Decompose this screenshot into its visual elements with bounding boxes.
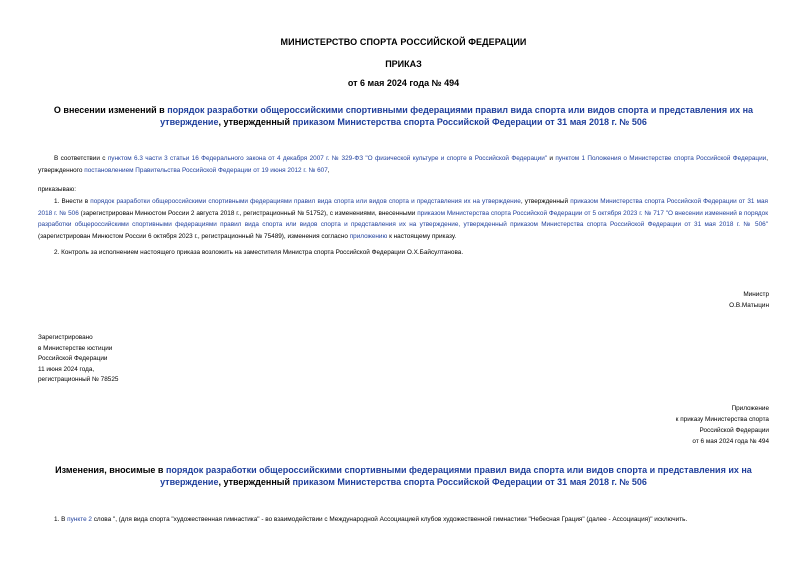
item1-order-717-link[interactable]: приказом Министерства спорта Российской Федерации от 5 октября 2023 г. № 717 "О внесении изменений в порядок разработки общероссийскими спортивными федерациями правил вида спорта или видов спорта и представления их на утверждение, утвержденный приказом Министерства спорта Российской Федерации от 31 мая 2018 г. № 506" [38, 209, 768, 228]
doc-type-heading: ПРИКАЗ [385, 59, 422, 69]
order-word: приказываю: [38, 186, 76, 193]
title-link-order-506[interactable]: приказом Министерства спорта Российской Федерации от 31 мая 2018 г. № 506 [292, 117, 647, 127]
registration-line: регистрационный № 78525 [38, 376, 119, 383]
government-decree-link[interactable]: постановлением Правительства Российской Федерации от 19 июня 2012 г. № 607 [84, 166, 328, 174]
appendix-line: от 6 мая 2024 года № 494 [692, 438, 769, 445]
appendix-line: Приложение [731, 405, 769, 412]
title-link-procedure[interactable]: порядок разработки общероссийскими спортивными федерациями правил вида спорта или видов спорта и представления их на утверждение [160, 105, 754, 127]
registration-block [38, 333, 118, 386]
changes-title-order-506-link[interactable]: приказом Министерства спорта Российской Федерации от 31 мая 2018 г. № 506 [292, 477, 647, 487]
changes-title-procedure-link[interactable]: порядок разработки общероссийскими спортивными федерациями правил вида спорта или видов спорта и представления их на утверждение [160, 465, 752, 487]
appendix-block [676, 403, 769, 447]
registration-line: Российской Федерации [38, 355, 108, 362]
item-2-paragraph: 2. Контроль за исполнением настоящего приказа возложить на заместителя Министра спорта Российской Федерации О.Х.Байсултанова. [54, 249, 464, 256]
item1-procedure-link[interactable]: порядок разработки общероссийскими спортивными федерациями правил вида спорта или видов спорта и представления их на утверждение [90, 198, 521, 205]
preamble-paragraph: В соответствии с пунктом 6.3 части 3 статьи 16 Федерального закона от 4 декабря 2007 г. № 329-ФЗ "О физической культуре и спорте в Российской Федерации" и пунктом 1 Положения о Министерстве спорта Российской Федерации, утвержденного постановлением Правительства Российской Федерации от 19 июня 2012 г. № 607, [38, 155, 768, 174]
order-date-number: от 6 мая 2024 года № 494 [347, 78, 460, 88]
item-1-paragraph: 1. Внести в порядок разработки общероссийскими спортивными федерациями правил вида спорта или видов спорта и представления их на утверждение, утвержденный приказом Министерства спорта Российской Федерации от 31 мая 2018 г. № 506 (зарегистрирован Минюстом России 2 августа 2018 г., регистрационный № 51752), с изменениями, внесенными приказом Министерства спорта Российской Федерации от 5 октября 2023 г. № 717 "О внесении изменений в порядок разработки общероссийскими спортивными федерациями правил вида спорта или видов спорта и представления их на утверждение, утвержденный приказом Министерства спорта Российской Федерации от 31 мая 2018 г. № 506" (зарегистрирован Минюстом России 6 октября 2023 г., регистрационный № 75489), изменения согласно приложению к настоящему приказу. [38, 198, 768, 240]
registration-line: в Министерстве юстиции [38, 344, 113, 352]
ministry-heading: МИНИСТЕРСТВО СПОРТА РОССИЙСКОЙ ФЕДЕРАЦИИ [280, 37, 527, 47]
regulation-link[interactable]: пунктом 1 Положения о Министерстве спорта Российской Федерации [555, 155, 767, 162]
appendix-line: к приказу Министерства спорта [675, 416, 769, 423]
registration-line: 11 июня 2024 года, [38, 365, 95, 373]
change-1-paragraph: 1. В пункте 2 слова ", (для вида спорта "художественная гимнастика" - во взаимодействии с Международной Ассоциацией клубов художественной гимнастики "Небесная Грация" (далее - Ассоциация)" исключить. [54, 516, 688, 523]
signature-position: Министр [743, 291, 769, 298]
appendix-line: Российской Федерации [699, 427, 769, 434]
law-link[interactable]: пунктом 6.3 части 3 статьи 16 Федерального закона от 4 декабря 2007 г. № 329-ФЗ "О физической культуре и спорте в Российской Федерации" [107, 155, 548, 162]
order-title: О внесении изменений в порядок разработки общероссийскими спортивными федерациями правил вида спорта или видов спорта и представления их на утверждение, утвержденный приказом Министерства спорта Российской Федерации от 31 мая 2018 г. № 506 [53, 105, 754, 127]
changes-title: Изменения, вносимые в порядок разработки общероссийскими спортивными федерациями правил вида спорта или видов спорта и представления их на утверждение, утвержденный приказом Министерства спорта Российской Федерации от 31 мая 2018 г. № 506 [55, 465, 752, 487]
point-2-link[interactable]: пункте 2 [67, 516, 92, 523]
signature-block [729, 289, 769, 311]
registration-line: Зарегистрировано [38, 334, 93, 341]
item1-appendix-link[interactable]: приложению [349, 232, 388, 240]
signature-name: О.В.Матыцин [729, 302, 769, 309]
item1-order-506-link[interactable]: приказом Министерства спорта Российской Федерации от 31 мая 2018 г. № 506 [38, 198, 768, 217]
